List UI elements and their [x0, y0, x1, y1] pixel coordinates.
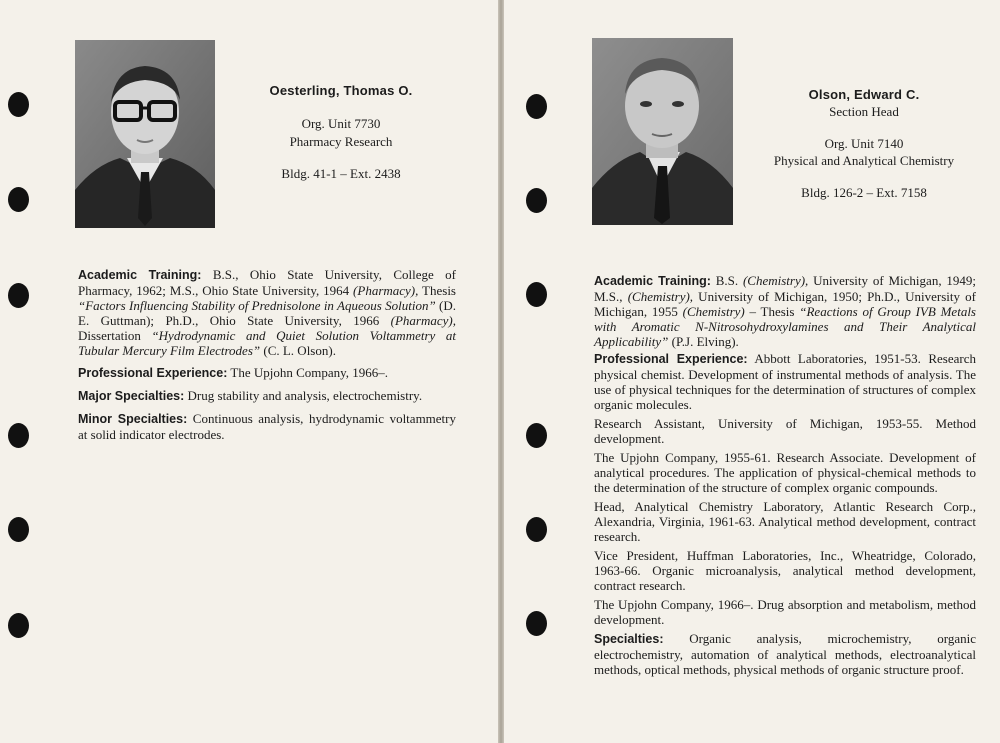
- binder-hole: [526, 611, 547, 636]
- experience-entry: The Upjohn Company, 1955-61. Research Associate. Development of analytical procedures. The application of physical-chemical methods to the determination of the structure of complex organic compounds.: [594, 450, 976, 495]
- binder-hole: [8, 423, 29, 448]
- person-name: Oesterling, Thomas O.: [269, 83, 413, 98]
- org-unit: Org. Unit 7140: [824, 136, 904, 151]
- person-name: Olson, Edward C.: [808, 87, 920, 102]
- academic-training: Academic Training: B.S. (Chemistry), University of Michigan, 1949; M.S., (Chemistry), University of Michigan, 1950; Ph.D., University of Michigan, 1955 (Chemistry) – Thesis “Reactions of Group IVB Metals with Aromatic N-Nitrosohydroxylamines and Their Analytical Applicability” (P.J. Elving).: [594, 273, 977, 349]
- building-extension: Bldg. 41-1 – Ext. 2438: [281, 166, 401, 181]
- professional-experience: Professional Experience: Abbott Laboratories, 1951-53. Research physical chemist. Development of instrumental methods of analysis. The use of physical techniques for the determination of structures of complex organic molecules.: [594, 351, 976, 412]
- section-label: Specialties:: [594, 632, 664, 646]
- section-label: Minor Specialties:: [78, 412, 188, 426]
- minor-specialties: Minor Specialties: Continuous analysis, hydrodynamic voltammetry at solid indicator electrodes.: [78, 411, 456, 442]
- section-label: Major Specialties:: [78, 389, 185, 403]
- binder-hole: [526, 94, 547, 119]
- major-specialties: Major Specialties: Drug stability and analysis, electrochemistry.: [78, 388, 423, 403]
- section-label: Professional Experience:: [594, 352, 748, 366]
- binder-hole: [526, 282, 547, 307]
- experience-entry: Research Assistant, University of Michigan, 1953-55. Method development.: [594, 416, 976, 446]
- experience-entry: Vice President, Huffman Laboratories, Inc., Wheatridge, Colorado, 1963-66. Organic microanalysis, analytical method development, contract research.: [594, 548, 976, 593]
- section-label: Academic Training:: [78, 268, 202, 282]
- contact-block: [230, 84, 452, 180]
- portrait-photo: [592, 38, 733, 225]
- binder-hole: [8, 613, 29, 638]
- binder-hole: [8, 283, 29, 308]
- academic-training: Academic Training: B.S., Ohio State University, College of Pharmacy, 1962; M.S., Ohio State University, 1964 (Pharmacy), Thesis “Factors Influencing Stability of Prednisolone in Aqueous Solution” (D. E. Guttman); Ph.D., Ohio State University, 1966 (Pharmacy), Dissertation “Hydrodynamic and Quiet Solution Voltammetry at Tubular Mercury Film Electrodes” (C. L. Olson).: [78, 267, 457, 358]
- binder-hole: [8, 92, 29, 117]
- section-label: Academic Training:: [594, 274, 711, 288]
- experience-entry: Head, Analytical Chemistry Laboratory, Atlantic Research Corp., Alexandria, Virginia, 1961-63. Analytical method development, contract research.: [594, 499, 976, 544]
- department: Physical and Analytical Chemistry: [773, 153, 955, 168]
- bio-text: [78, 267, 456, 449]
- department: Pharmacy Research: [289, 134, 393, 149]
- contact-block: [744, 88, 984, 199]
- left-page: [0, 0, 498, 743]
- portrait-photo: [75, 40, 215, 228]
- job-title: Section Head: [829, 104, 899, 119]
- professional-experience: Professional Experience: The Upjohn Company, 1966–.: [78, 365, 389, 380]
- specialties: Specialties: Organic analysis, microchemistry, organic electrochemistry, automation of analytical methods, electroanalytical methods, optical methods, physical methods of organic structure proof.: [594, 631, 976, 677]
- binder-hole: [526, 188, 547, 213]
- binder-hole: [8, 187, 29, 212]
- binder-hole: [526, 423, 547, 448]
- binder-hole: [526, 517, 547, 542]
- right-page: [504, 0, 1000, 743]
- org-unit: Org. Unit 7730: [301, 116, 381, 131]
- building-extension: Bldg. 126-2 – Ext. 7158: [801, 185, 927, 200]
- bio-text: [594, 273, 976, 684]
- binder-hole: [8, 517, 29, 542]
- section-label: Professional Experience:: [78, 366, 228, 380]
- experience-entry: The Upjohn Company, 1966–. Drug absorption and metabolism, method development.: [594, 597, 976, 627]
